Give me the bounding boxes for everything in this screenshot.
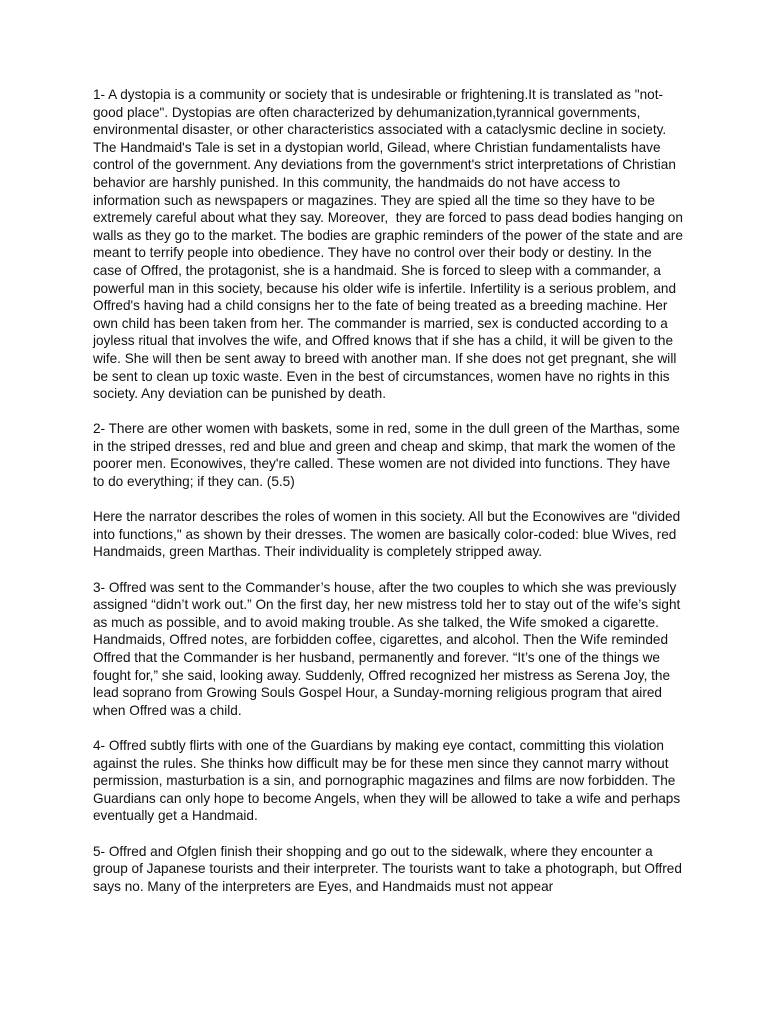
paragraph-2-quote: 2- There are other women with baskets, some in red, some in the dull green of the Marthas, some in the striped dresses, red and blue and green and cheap and skimp, that mark the women of the poorer men. Econowives, they're called. These women are not divided into functions. They have to do everything; if they can. (5.5) — [93, 421, 684, 490]
paragraph-spacer — [93, 403, 683, 421]
paragraph-spacer — [93, 561, 683, 579]
paragraph-spacer — [93, 719, 683, 737]
paragraph-narrator-explanation: Here the narrator describes the roles of women in this society. All but the Econowives are "divided into functions," as shown by their dresses. The women are basically color-coded: blue Wives, red Handmaids, green Marthas. Their individuality is completely stripped away. — [93, 509, 684, 560]
paragraph-4-guardians: 4- Offred subtly flirts with one of the Guardians by making eye contact, committing this violation against the rules. She thinks how difficult may be for these men since they cannot marry without permission, masturbation is a sin, and pornographic magazines and films are now forbidden. The Guardians can only hope to become Angels, when they will be allowed to take a wife and perhaps eventually get a Handmaid. — [93, 737, 684, 824]
paragraph-spacer — [93, 491, 683, 509]
paragraph-handmaids-tale-setting: The Handmaid's Tale is set in a dystopian world, Gilead, where Christian fundamentalists have control of the government. Any deviations from the government's strict interpretations of Christian behavior are harshly punished. In this community, the handmaids do not have access to information such as newspapers or magazines. They are spied all the time so they have to be extremely careful about what they say. Moreover, they are forced to pass dead bodies hanging on walls as they go to the market. The bodies are graphic reminders of the power of the state and are meant to terrify people into obedience. They have no control over their body or destiny. In the case of Offred, the protagonist, she is a handmaid. She is forced to sleep with a commander, a powerful man in this society, because his older wife is infertile. Infertility is a serious problem, and Offred's having had a child consigns her to the fate of being treated as a breeding machine. Her own child has been taken from her. The commander is married, sex is conducted according to a joyless ritual that involves the wife, and Offred knows that if she has a child, it will be given to the wife. She will then be sent away to breed with another man. If she does not get pregnant, she will be sent to clean up toxic waste. Even in the best of circumstances, women have no rights in this society. Any deviation can be punished by death. — [93, 139, 687, 402]
paragraph-3-commanders-house: 3- Offred was sent to the Commander’s house, after the two couples to which she was previously assigned “didn’t work out.” On the first day, her new mistress told her to stay out of the wife’s sight as much as possible, and to avoid making trouble. As she talked, the Wife smoked a cigarette. Handmaids, Offred notes, are forbidden coffee, cigarettes, and alcohol. Then the Wife reminded Offred that the Commander is her husband, permanently and forever. “It’s one of the things we fought for,” she said, looking away. Suddenly, Offred recognized her mistress as Serena Joy, the lead soprano from Growing Souls Gospel Hour, a Sunday-morning religious program that aired when Offred was a child. — [93, 579, 685, 718]
paragraph-spacer — [93, 825, 683, 843]
document-body — [93, 86, 687, 895]
paragraph-5-tourists: 5- Offred and Ofglen finish their shopping and go out to the sidewalk, where they encounter a group of Japanese tourists and their interpreter. The tourists want to take a photograph, but Offred says no. Many of the interpreters are Eyes, and Handmaids must not appear — [93, 843, 686, 894]
paragraph-1-dystopia-definition: 1- A dystopia is a community or society that is undesirable or frightening.It is translated as "not-good place". Dystopias are often characterized by dehumanization,tyrannical governments, environmental disaster, or other characteristics associated with a cataclysmic decline in society. — [93, 87, 667, 138]
